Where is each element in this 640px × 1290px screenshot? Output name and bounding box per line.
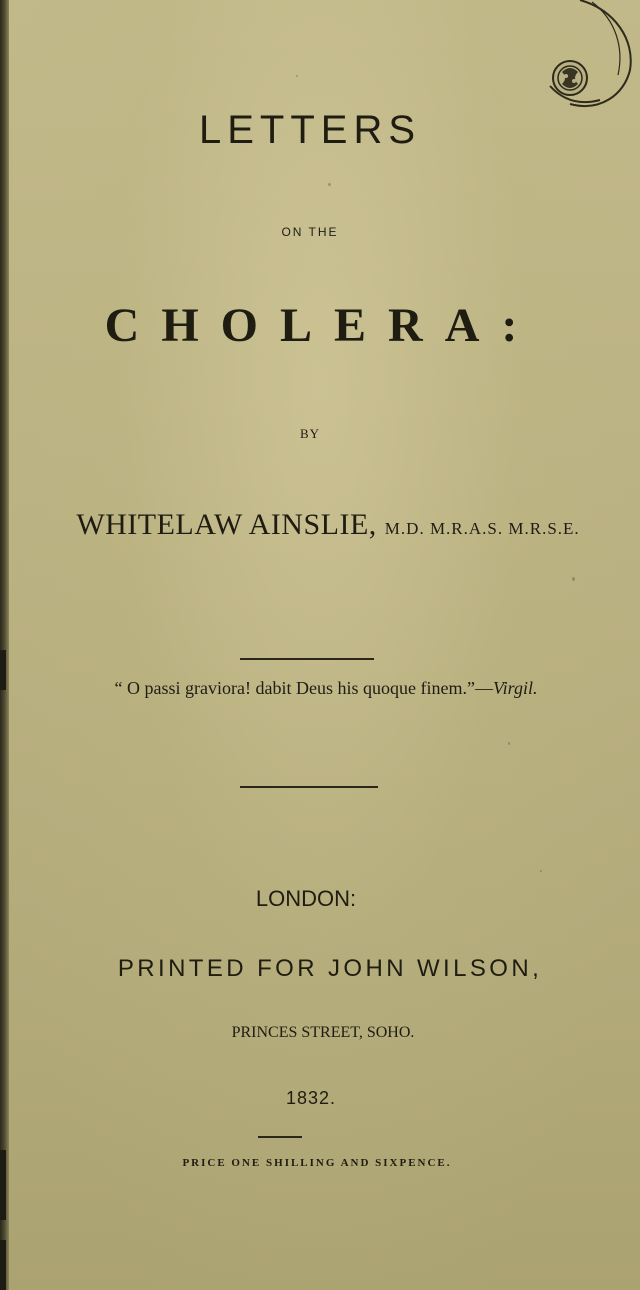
imprint-year: 1832. — [285, 1088, 337, 1108]
by-line: BY — [299, 426, 321, 441]
divider-rule — [240, 658, 374, 660]
paper-speck — [328, 183, 331, 186]
paper-speck — [296, 75, 298, 77]
paper-speck — [540, 870, 542, 872]
title-cholera: CHOLERA: — [104, 299, 540, 352]
price-line: PRICE ONE SHILLING AND SIXPENCE. — [182, 1157, 452, 1169]
divider-rule — [240, 786, 378, 788]
imprint-printer: PRINTED FOR JOHN WILSON, — [117, 955, 543, 982]
library-stamp-icon — [520, 0, 640, 115]
spine-mark — [0, 1240, 6, 1290]
title-on-the: ON THE — [281, 225, 339, 239]
author-name: WHITELAW AINSLIE, — [76, 508, 377, 541]
title-letters: LETTERS — [198, 108, 422, 152]
epigraph-text: “ O passi graviora! dabit Deus his quoque finem.”— — [114, 678, 493, 698]
paper-speck — [508, 742, 510, 745]
author-line — [8, 508, 640, 542]
author-degrees: M.D. M.R.A.S. M.R.S.E. — [384, 519, 580, 538]
epigraph — [6, 678, 640, 699]
epigraph-attribution: Virgil. — [492, 678, 538, 698]
imprint-city: LONDON: — [255, 886, 357, 911]
divider-rule — [258, 1136, 302, 1138]
imprint-street: PRINCES STREET, SOHO. — [231, 1024, 415, 1041]
paper-speck — [572, 577, 575, 581]
